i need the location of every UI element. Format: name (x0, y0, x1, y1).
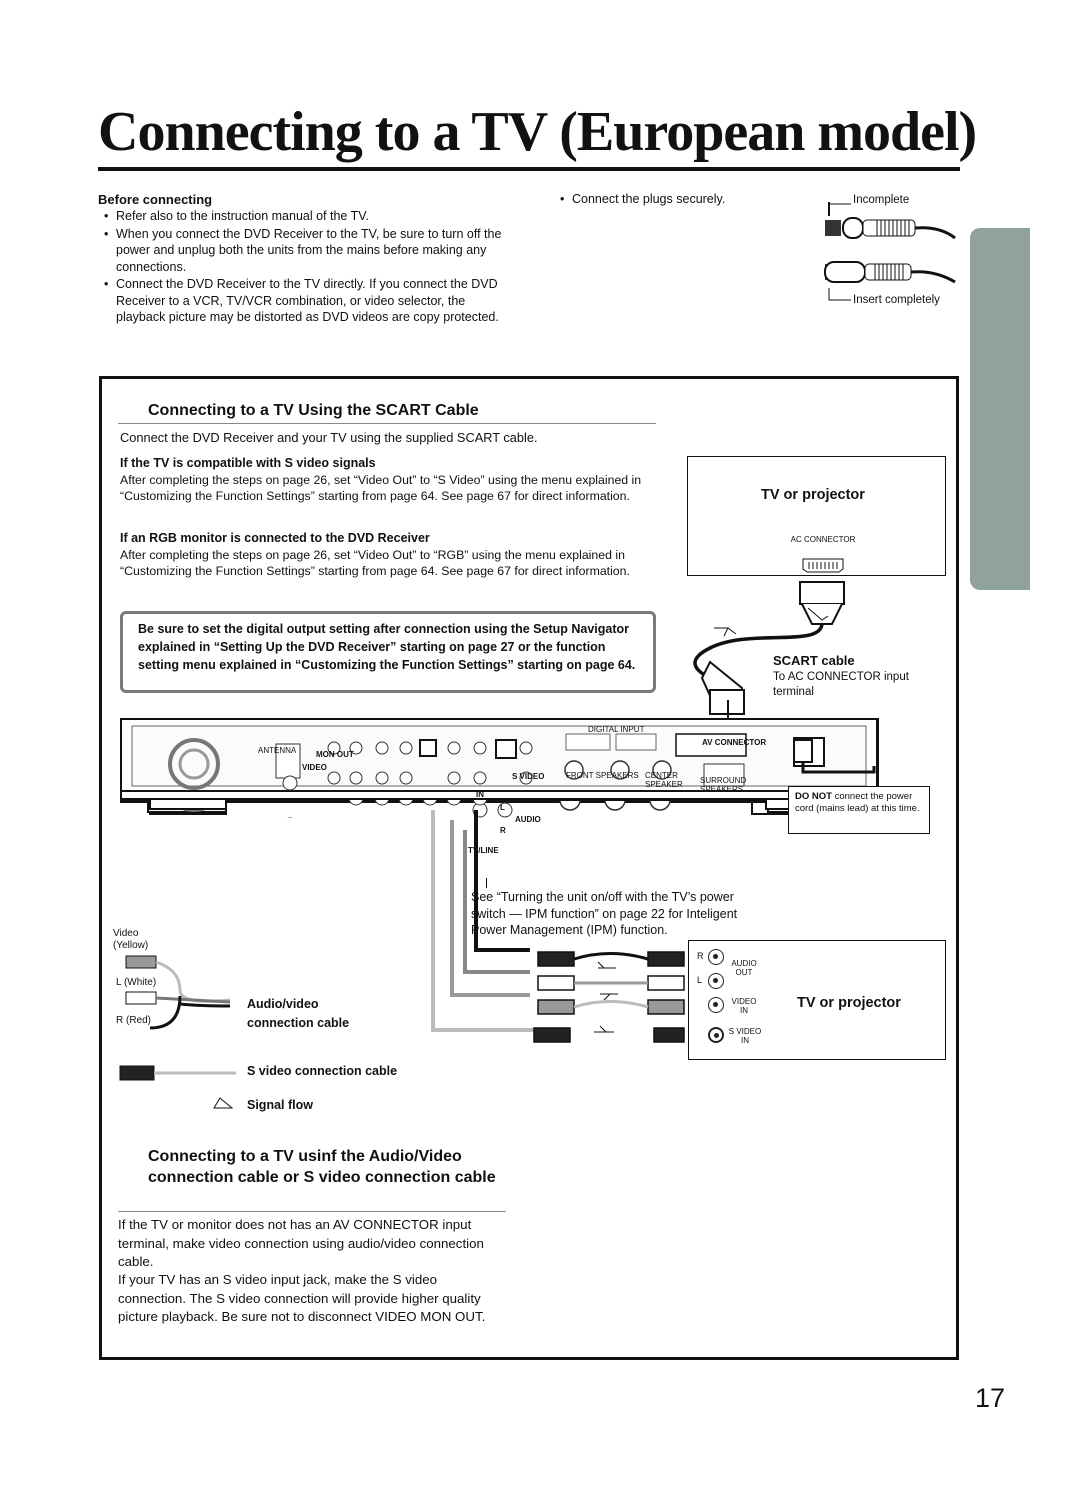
plug-illustration (815, 196, 965, 306)
video-yellow-label: Video (Yellow) (113, 928, 149, 951)
l-label: L (500, 803, 505, 812)
cable-plugs (520, 948, 688, 1048)
tv-line-label: TV/LINE (468, 846, 499, 855)
tv-label: TV or projector (797, 995, 901, 1011)
s-video-jack-label: S VIDEO (512, 772, 545, 781)
r-label: R (500, 826, 506, 835)
av-text-1: If the TV or monitor does not has an AV CONNECTOR input terminal, make video connection using audio/video connection cable. (118, 1217, 484, 1269)
audio-out-label: AUDIO OUT (731, 959, 757, 977)
scart-section-title: Connecting to a TV Using the SCART Cable (148, 402, 479, 419)
before-connecting-heading: Before connecting (98, 192, 213, 207)
l-white-label: L (White) (116, 977, 157, 988)
tv-label: TV or projector (761, 487, 865, 503)
list-item: • Refer also to the instruction manual of the TV. (98, 208, 508, 225)
section-rule (118, 423, 656, 424)
av-cable-legend (120, 950, 240, 1030)
plugs-note (554, 191, 794, 209)
av-cable-label: Audio/video connection cable (247, 997, 350, 1030)
antenna-label: ANTENNA (258, 746, 297, 755)
ipm-note: See “Turning the unit on/off with the TV’s power switch — IPM function” on page 22 for Inteligent Power Management (IPM) function. (471, 890, 738, 937)
section-tab (970, 228, 1030, 590)
digital-input-label: DIGITAL INPUT (588, 725, 645, 734)
video-label: VIDEO (302, 763, 327, 772)
list-item: • When you connect the DVD Receiver to the TV, be sure to turn off the power and unplug both the units from the mains before making any connections. (98, 226, 508, 276)
av-text-2: If your TV has an S video input jack, make the S video connection. The S video connection will provide higher quality picture playback. Be sure not to disconnect VIDEO MON OUT. (118, 1272, 486, 1324)
video-in-label: VIDEO IN (731, 997, 757, 1015)
digital-output-note: Be sure to set the digital output setting after connection using the Setup Navigator explained in “Setting Up the DVD Receiver” starting on page 27 or the function setting menu explained in “Customizing the Function Settings” starting on page 64. (120, 611, 656, 693)
legend-icons (118, 1062, 238, 1118)
section-rule (118, 1211, 506, 1212)
title-rule (98, 167, 960, 171)
list-item: • Connect the plugs securely. (554, 191, 794, 208)
audio-l-jack (708, 973, 724, 989)
av-section-title: Connecting to a TV usinf the Audio/Video connection cable or S video connection cable (148, 1148, 496, 1186)
s-video-in-jack (708, 1027, 724, 1043)
before-connecting-list (98, 208, 508, 327)
scart-cable-label: SCART cable (773, 653, 855, 668)
s-video-text: After completing the steps on page 26, set “Video Out” to “S Video” using the menu explained in “Customizing the Function Settings” starting from page 64. See page 67 for direct information. (120, 473, 642, 504)
s-video-in-label: S VIDEO IN (728, 1027, 762, 1045)
power-cord (790, 736, 882, 788)
scart-socket-icon (801, 557, 845, 573)
insert-completely-label: Insert completely (853, 294, 940, 306)
l-jack-label: L (697, 975, 703, 985)
rgb-heading: If an RGB monitor is connected to the DVD Receiver (120, 531, 430, 545)
power-cord-warning (788, 786, 930, 834)
surround-speakers-label: SURROUND SPEAKERS (700, 776, 747, 794)
r-red-label: R (Red) (116, 1015, 152, 1026)
audio-label: AUDIO (515, 815, 541, 824)
warning-text: connect the power cord (mains lead) at this time. (795, 791, 920, 814)
tv-box-av (688, 940, 946, 1060)
rgb-text: After completing the steps on page 26, set “Video Out” to “RGB” using the menu explained in “Customizing the Function Settings” starting from page 64. See page 67 for direct information. (120, 548, 630, 579)
page-number: 17 (975, 1383, 1006, 1413)
tv-box-scart (687, 456, 946, 576)
s-video-heading: If the TV is compatible with S video signals (120, 456, 376, 470)
ipm-leader (486, 878, 487, 888)
audio-r-jack (708, 949, 724, 965)
list-item: • Connect the DVD Receiver to the TV directly. If you connect the DVD Receiver to a VCR, TV/VCR combination, or video selector, the playback picture may be distorted as DVD videos are copy protected. (98, 276, 508, 326)
front-speakers-label: FRONT SPEAKERS (566, 771, 639, 780)
mon-out-label: MON OUT (316, 750, 354, 759)
incomplete-label: Incomplete (853, 194, 910, 206)
av-connector-label: AV CONNECTOR (702, 738, 767, 747)
center-speaker-label: CENTER SPEAKER (645, 771, 683, 789)
in-label: IN (476, 790, 484, 799)
video-in-jack (708, 997, 724, 1013)
scart-intro: Connect the DVD Receiver and your TV using the supplied SCART cable. (120, 430, 538, 445)
scart-cable-destination: To AC CONNECTOR input terminal (773, 671, 909, 698)
page-title: Connecting to a TV (European model) (98, 101, 977, 163)
ac-connector-label: AC CONNECTOR (790, 535, 856, 544)
warning-strong: DO NOT (795, 791, 832, 802)
r-jack-label: R (697, 951, 704, 961)
signal-flow-label: Signal flow (247, 1098, 313, 1112)
s-video-cable-label: S video connection cable (247, 1064, 398, 1078)
